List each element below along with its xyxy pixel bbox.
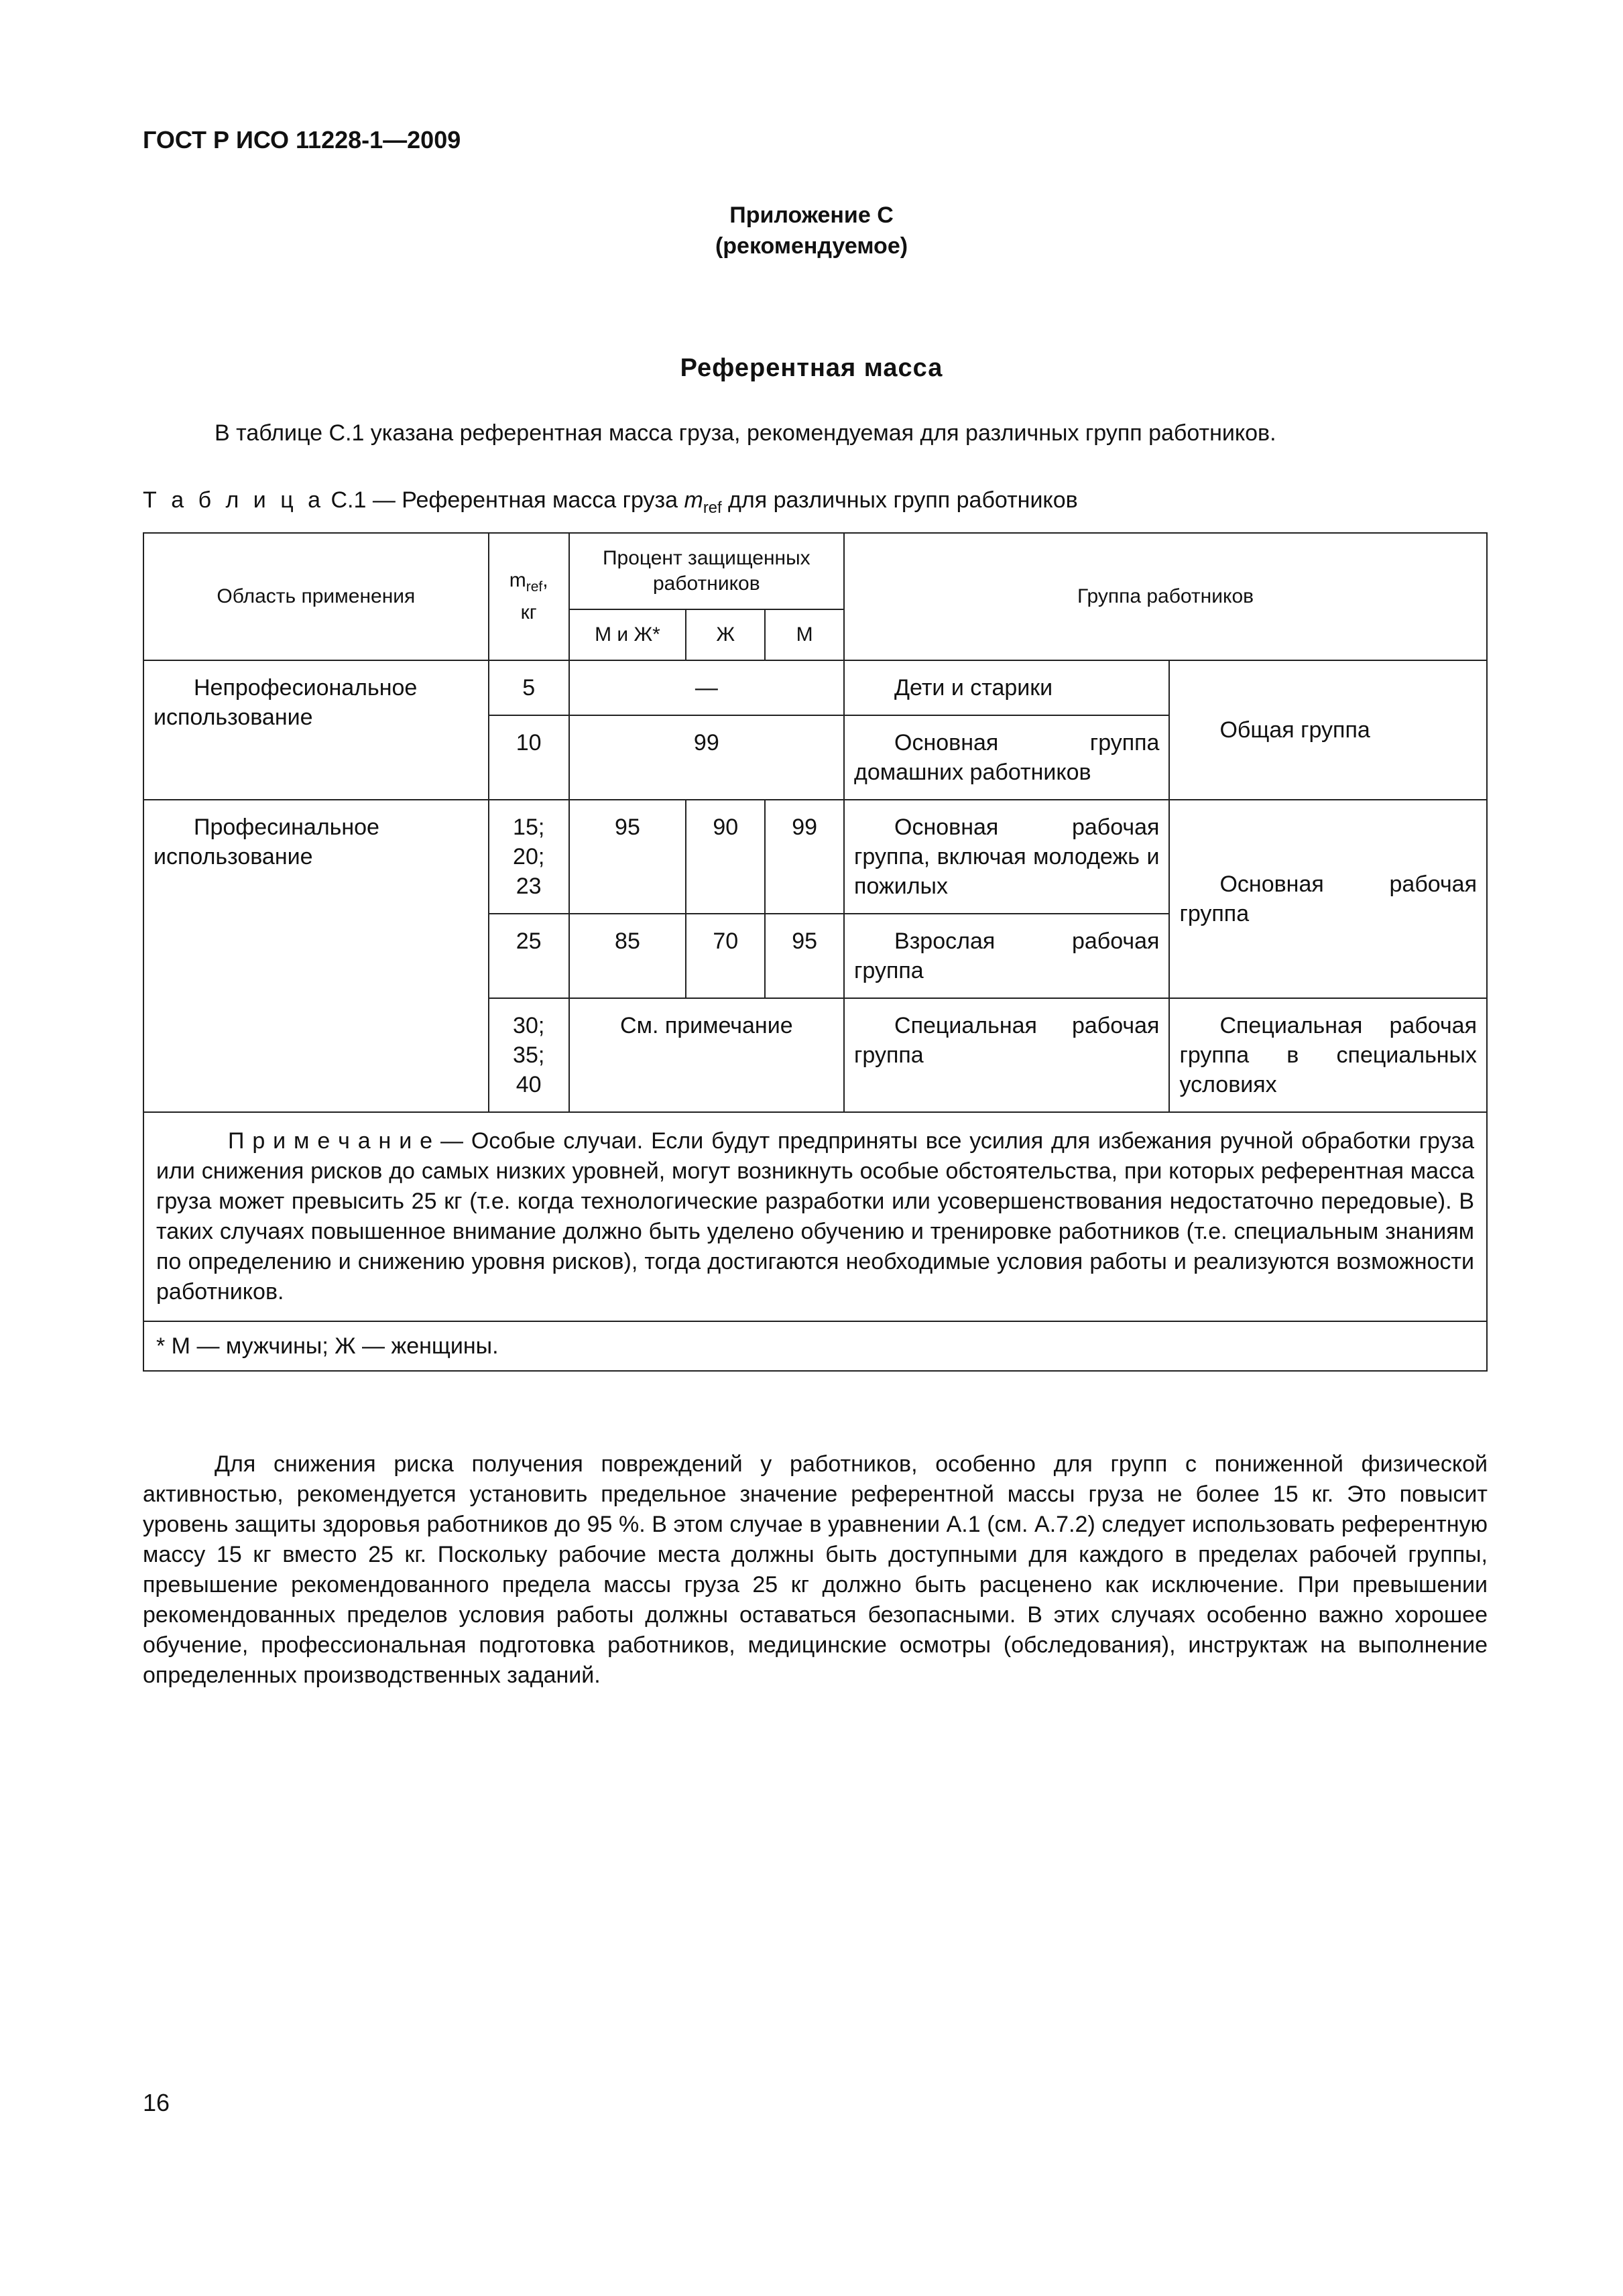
wide-group-general: Общая группа (1169, 660, 1487, 800)
group-cell: Дети и старики (844, 660, 1169, 715)
header-mref-unit: , кг (520, 569, 548, 623)
header-mref-symbol: m (509, 569, 526, 591)
body-text (143, 1449, 1488, 1691)
body-paragraph: Для снижения риска получения повреждений у работников, особенно для групп с пониженной физической активностью, рекомендуется установить предельное значение референтной массы груза не более 15 кг. Это повысит уровень защиты здоровья работников до 95 %. В этом случае в уравнении А.1 (см. А.7.2) следует использовать референтную массу 15 кг вместо 25 кг. Поскольку рабочие места должны быть доступными для каждого в пределах рабочей группы, превышение рекомендованного предела массы груза 25 кг должно быть расценено как исключение. При превышении рекомендованных пределов условия работы должны оставаться безопасными. В этих случаях особенно важно хорошее обучение, профессиональная подготовка работников, медицинские осмотры (обследования), инструктаж на выполнение определенных производственных заданий. (143, 1451, 1488, 1688)
table-note (143, 1112, 1487, 1321)
table-row (143, 660, 1487, 715)
table-row (143, 800, 1487, 914)
mass-cell: 5 (489, 660, 569, 715)
caption-rest: для различных групп работников (721, 487, 1078, 513)
caption-prefix: Т а б л и ц а (143, 487, 325, 513)
header-men: М (765, 609, 844, 660)
group-cell: Основная группа домашних работников (844, 715, 1169, 800)
mass-cell: 30; 35; 40 (489, 998, 569, 1112)
mass-cell: 25 (489, 914, 569, 998)
appendix-status: (рекомендуемое) (715, 233, 908, 259)
group-cell: Взрослая рабочая группа (844, 914, 1169, 998)
percent-m-cell: 95 (765, 914, 844, 998)
reference-mass-table (143, 532, 1488, 1372)
percent-w-cell: 90 (686, 800, 765, 914)
appendix-title: Приложение С (729, 202, 894, 228)
note-label: П р и м е ч а н и е (228, 1128, 433, 1154)
group-cell: Специальная рабочая группа (844, 998, 1169, 1112)
document-code: ГОСТ Р ИСО 11228-1—2009 (143, 126, 461, 154)
section-title: Референтная масса (680, 354, 943, 382)
page-number: 16 (143, 2089, 170, 2116)
table-footnote: * М — мужчины; Ж — женщины. (143, 1321, 1487, 1371)
wide-group-special: Специальная рабочая группа в специальных условиях (1169, 998, 1487, 1112)
intro-text: В таблице С.1 указана референтная масса груза, рекомендуемая для различных групп работников. (215, 420, 1276, 446)
percent-cell: 99 (569, 715, 844, 800)
caption-symbol: m (684, 487, 703, 513)
caption-subscript: ref (703, 498, 722, 517)
percent-w-cell: 70 (686, 914, 765, 998)
mass-cell: 10 (489, 715, 569, 800)
mass-cell: 15; 20; 23 (489, 800, 569, 914)
group-cell: Основная рабочая группа, включая молодежь и пожилых (844, 800, 1169, 914)
note-text: — Особые случаи. Если будут предприняты все усилия для избежания ручной обработки груза или снижения рисков до самых низких уровней, могут возникнуть особые обстоятельства, при которых референтная масса груза может превысить 25 кг (т.е. когда технологические разработки или усовершенствования недостаточно передовые). В таких случаях повышенное внимание должно быть уделено обучению и тренировке работников (т.е. специальным знаниям по определению и снижению уровня рисков), тогда достигаются необходимые условия работы и реализуются возможности работников. (156, 1128, 1474, 1305)
area-professional: Професинальное использование (143, 800, 489, 1112)
header-percent: Процент защищенных работников (569, 533, 844, 609)
wide-group-main: Основная рабочая группа (1169, 800, 1487, 998)
table-caption (143, 487, 1078, 518)
percent-cell: — (569, 660, 844, 715)
percent-mw-cell: 85 (569, 914, 686, 998)
area-nonprofessional: Непрофесиональное использование (143, 660, 489, 800)
caption-text: С.1 — Референтная масса груза (330, 487, 684, 513)
header-mref (489, 533, 569, 660)
percent-cell: См. примечание (569, 998, 844, 1112)
header-mref-subscript: ref (526, 579, 543, 595)
percent-mw-cell: 95 (569, 800, 686, 914)
percent-m-cell: 99 (765, 800, 844, 914)
header-group: Группа работников (844, 533, 1487, 660)
header-men-women: М и Ж* (569, 609, 686, 660)
header-area: Область применения (143, 533, 489, 660)
header-women: Ж (686, 609, 765, 660)
